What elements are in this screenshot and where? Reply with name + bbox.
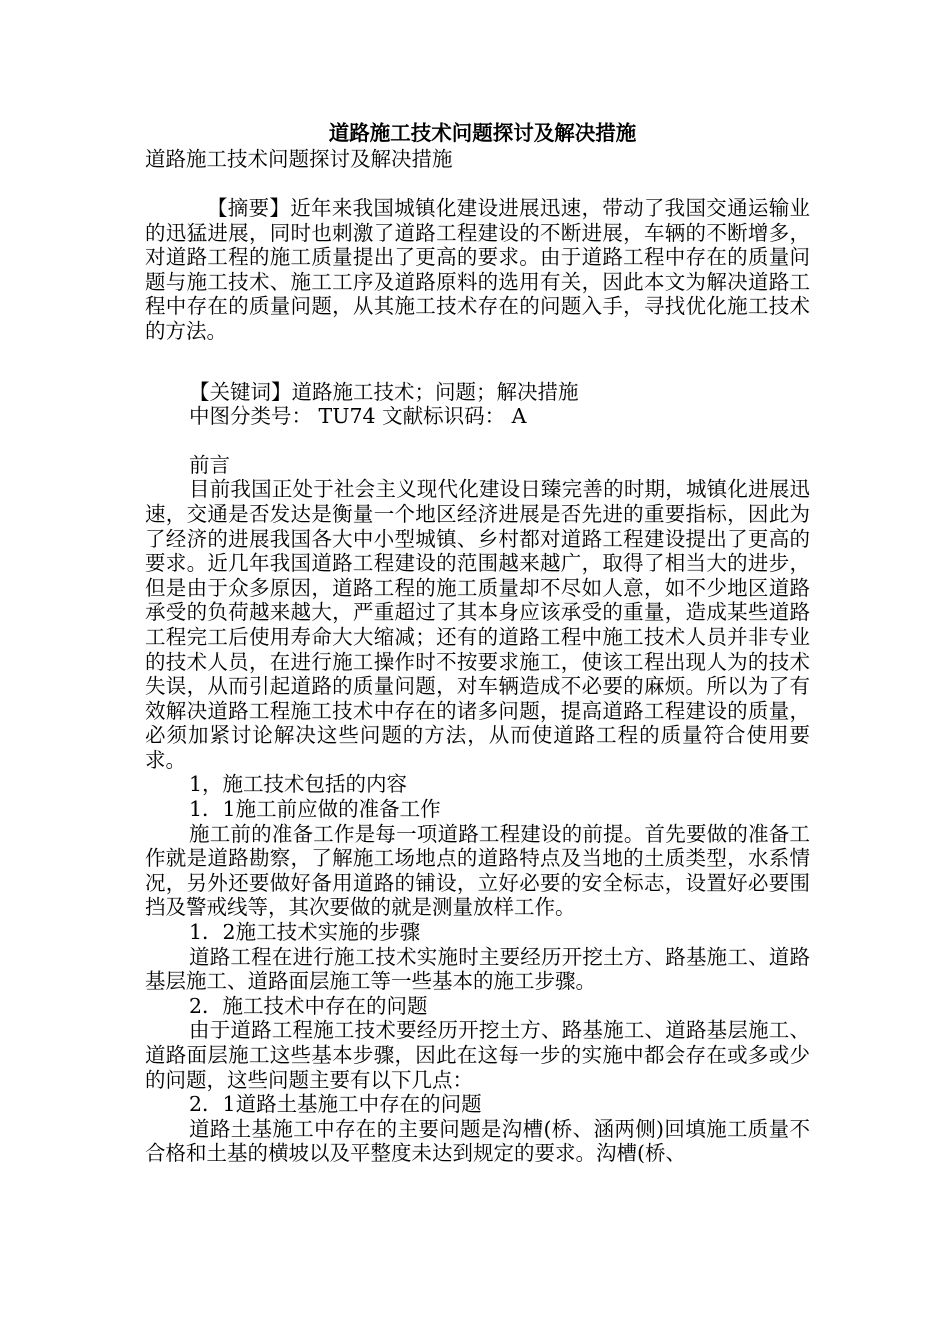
spacer [145, 172, 810, 196]
preface-heading: 前言 [189, 452, 230, 477]
document-page [145, 120, 810, 1166]
abstract-paragraph: 【摘要】近年来我国城镇化建设进展迅速，带动了我国交通运输业的迅猛进展，同时也刺激了道路工程建设的不断进展，车辆的不断增多，对道路工程的施工质量提出了更高的要求。由于道路工程中存在的质量问题与施工技术、施工工序及道路原料的选用有关，因此本文为解决道路工程中存在的质量问题，从其施工技术存在的问题入手，寻找优化施工技术的方法。 [145, 196, 810, 343]
document-subtitle: 道路施工技术问题探讨及解决措施 [145, 147, 453, 171]
keywords-line: 【关键词】道路施工技术；问题；解决措施 [189, 379, 579, 404]
section-1-1-heading: 1．1施工前应做的准备工作 [189, 797, 441, 822]
spacer [145, 344, 810, 380]
spacer [145, 429, 810, 453]
preface-paragraph: 目前我国正处于社会主义现代化建设日臻完善的时期，城镇化进展迅速，交通是否发达是衡量一个地区经济进展是否先进的重要指标，因此为了经济的进展我国各大中小型城镇、乡村都对道路工程建设提出了更高的要求。近几年我国道路工程建设的范围越来越广，取得了相当大的进步，但是由于众多原因，道路工程的施工质量却不尽如人意，如不少地区道路承受的负荷越来越大，严重超过了其本身应该承受的重量，造成某些道路工程完工后使用寿命大大缩减；还有的道路工程中施工技术人员并非专业的技术人员，在进行施工操作时不按要求施工，使该工程出现人为的技术失误，从而引起道路的质量问题，对车辆造成不必要的麻烦。所以为了有效解决道路工程施工技术中存在的诸多问题，提高道路工程建设的质量，必须加紧讨论解决这些问题的方法，从而使道路工程的质量符合使用要求。 [145, 477, 810, 772]
section-2-1-paragraph: 道路土基施工中存在的主要问题是沟槽(桥、涵两侧)回填施工质量不合格和土基的横坡以及平整度未达到规定的要求。沟槽(桥、 [145, 1116, 810, 1166]
section-2-heading: 2．施工技术中存在的问题 [189, 993, 428, 1018]
section-1-1-paragraph: 施工前的准备工作是每一项道路工程建设的前提。首先要做的准备工作就是道路勘察，了解施工场地点的道路特点及当地的土质类型，水系情况，另外还要做好备用道路的铺设，立好必要的安全标志，设置好必要围挡及警戒线等，其次要做的就是测量放样工作。 [145, 821, 810, 920]
section-1-2-heading: 1．2施工技术实施的步骤 [189, 920, 421, 945]
section-2-1-heading: 2．1道路土基施工中存在的问题 [189, 1092, 482, 1117]
document-title: 道路施工技术问题探讨及解决措施 [328, 121, 637, 145]
section-1-2-paragraph: 道路工程在进行施工技术实施时主要经历开挖土方、路基施工、道路基层施工、道路面层施工等一些基本的施工步骤。 [145, 944, 810, 994]
section-2-paragraph: 由于道路工程施工技术要经历开挖土方、路基施工、道路基层施工、道路面层施工这些基本步骤，因此在这每一步的实施中都会存在或多或少的问题，这些问题主要有以下几点： [145, 1018, 810, 1092]
section-1-heading: 1，施工技术包括的内容 [189, 772, 408, 797]
classification-line: 中图分类号： TU74 文献标识码： A [189, 404, 527, 429]
